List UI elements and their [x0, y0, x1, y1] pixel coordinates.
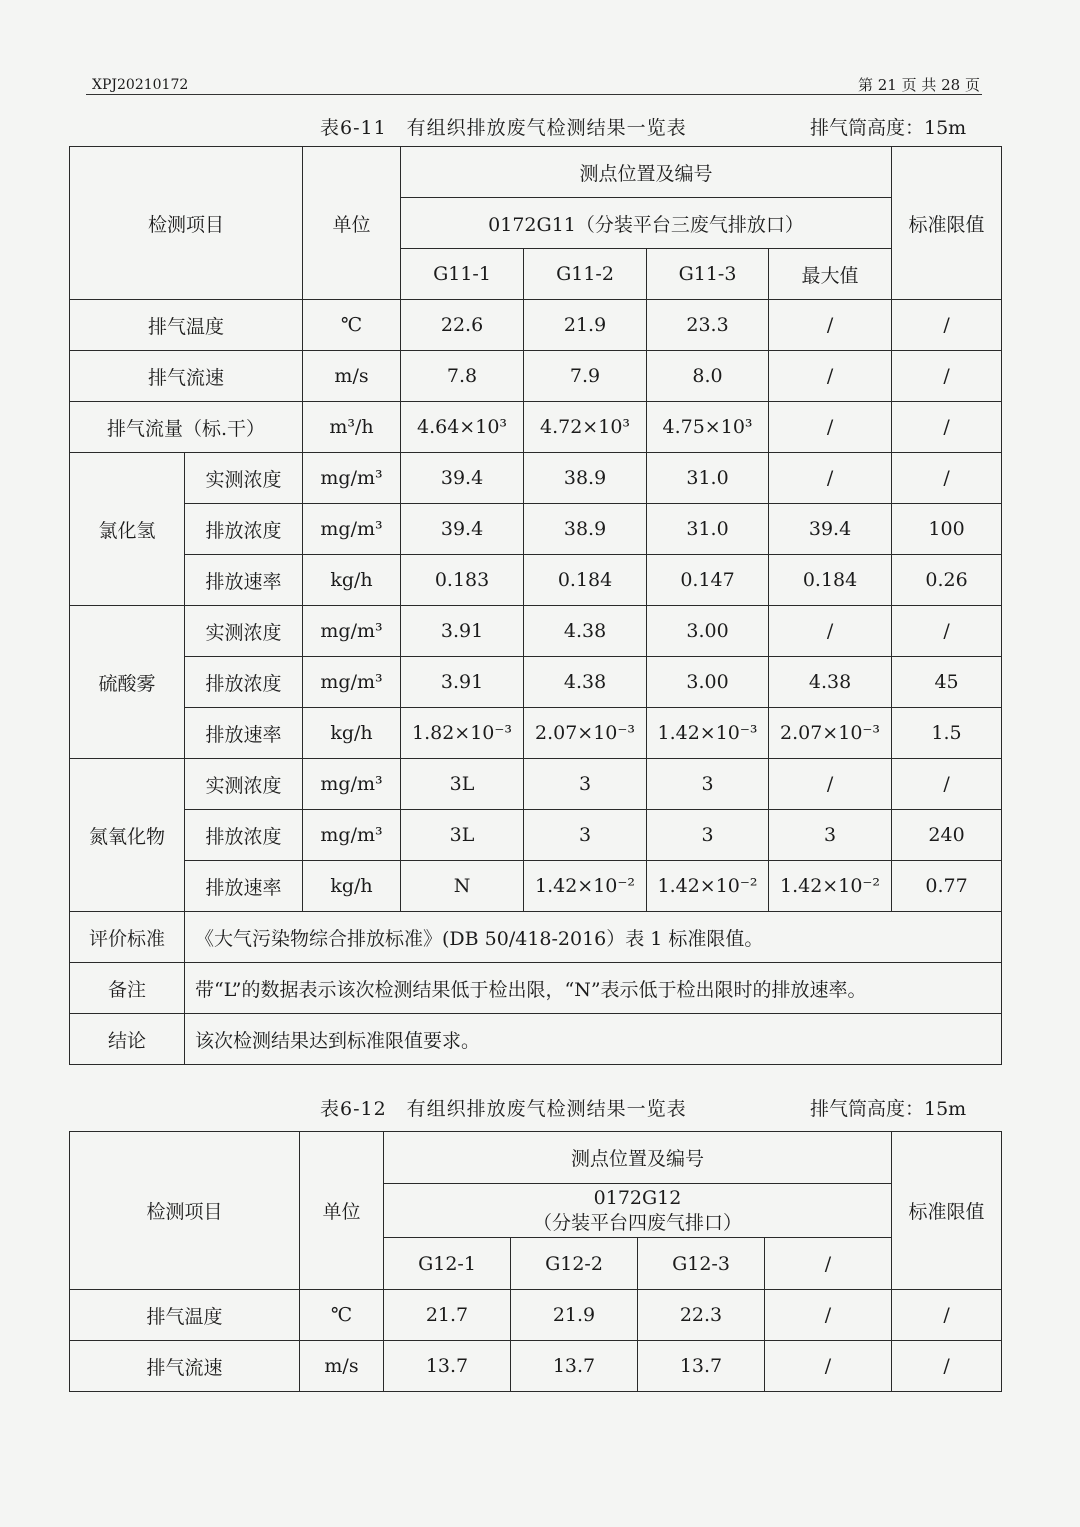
note-label: 结论: [70, 1014, 185, 1065]
item-name: 排气流速: [70, 1341, 300, 1392]
table-row: [70, 351, 1002, 402]
unit-cell: ℃: [300, 1290, 384, 1341]
item-name: 排气温度: [70, 300, 303, 351]
value-cell: /: [769, 453, 892, 504]
stack-height-note: 排气筒高度：15m: [810, 1098, 967, 1120]
value-cell: 7.8: [401, 351, 524, 402]
table-row: [70, 504, 1002, 555]
table-row: [70, 1290, 1002, 1341]
header-point: 最大值: [769, 249, 892, 300]
value-cell: 21.9: [524, 300, 647, 351]
unit-cell: mg/m³: [303, 657, 401, 708]
header-point: G11-1: [401, 249, 524, 300]
table-row: [70, 606, 1002, 657]
item-name: 排气流速: [70, 351, 303, 402]
header-point: /: [765, 1238, 892, 1290]
table-row: [70, 300, 1002, 351]
value-cell: 3: [524, 810, 647, 861]
table-row: [70, 912, 1002, 963]
table-row: [70, 810, 1002, 861]
header-point: G12-1: [384, 1238, 511, 1290]
header-test-item: 检测项目: [70, 1132, 300, 1290]
value-cell: 1.82×10⁻³: [401, 708, 524, 759]
value-cell: /: [769, 300, 892, 351]
table-caption: 表6-12 有组织排放废气检测结果一览表: [320, 1098, 687, 1120]
value-cell: 13.7: [384, 1341, 511, 1392]
item-name: 排气流量（标.干）: [70, 402, 303, 453]
value-cell: 31.0: [647, 504, 769, 555]
limit-cell: 0.26: [892, 555, 1002, 606]
limit-cell: /: [892, 606, 1002, 657]
unit-cell: mg/m³: [303, 453, 401, 504]
unit-cell: mg/m³: [303, 504, 401, 555]
value-cell: 21.9: [511, 1290, 638, 1341]
value-cell: 39.4: [769, 504, 892, 555]
table-row: [70, 1014, 1002, 1065]
value-cell: 0.183: [401, 555, 524, 606]
value-cell: 2.07×10⁻³: [769, 708, 892, 759]
value-cell: 3: [647, 810, 769, 861]
pollutant-name: 硫酸雾: [70, 606, 185, 759]
limit-cell: 240: [892, 810, 1002, 861]
item-name: 排放浓度: [185, 657, 303, 708]
value-cell: 23.3: [647, 300, 769, 351]
unit-cell: mg/m³: [303, 606, 401, 657]
header-location: [384, 1184, 892, 1238]
value-cell: 1.42×10⁻³: [647, 708, 769, 759]
header-test-item: 检测项目: [70, 147, 303, 300]
unit-cell: m³/h: [303, 402, 401, 453]
value-cell: 1.42×10⁻²: [647, 861, 769, 912]
value-cell: 3: [769, 810, 892, 861]
value-cell: 3: [524, 759, 647, 810]
table-row: [70, 402, 1002, 453]
header-unit: 单位: [300, 1132, 384, 1290]
item-name: 排放浓度: [185, 810, 303, 861]
value-cell: 38.9: [524, 453, 647, 504]
table-row: [70, 861, 1002, 912]
header-point: G12-2: [511, 1238, 638, 1290]
value-cell: /: [765, 1290, 892, 1341]
unit-cell: m/s: [300, 1341, 384, 1392]
limit-cell: /: [892, 453, 1002, 504]
value-cell: /: [769, 351, 892, 402]
value-cell: /: [769, 402, 892, 453]
table-caption: 表6-11 有组织排放废气检测结果一览表: [320, 117, 687, 139]
item-name: 实测浓度: [185, 759, 303, 810]
item-name: 排放速率: [185, 555, 303, 606]
limit-cell: /: [892, 1341, 1002, 1392]
value-cell: 3.91: [401, 606, 524, 657]
value-cell: 3L: [401, 810, 524, 861]
value-cell: 0.184: [524, 555, 647, 606]
value-cell: N: [401, 861, 524, 912]
unit-cell: ℃: [303, 300, 401, 351]
header-measure-points: 测点位置及编号: [384, 1132, 892, 1184]
value-cell: 0.147: [647, 555, 769, 606]
value-cell: 0.184: [769, 555, 892, 606]
stack-height-note: 排气筒高度：15m: [810, 117, 967, 139]
limit-cell: /: [892, 402, 1002, 453]
limit-cell: 0.77: [892, 861, 1002, 912]
value-cell: 3.00: [647, 606, 769, 657]
value-cell: 1.42×10⁻²: [769, 861, 892, 912]
value-cell: 39.4: [401, 504, 524, 555]
results-table-6-12: [69, 1131, 1002, 1392]
value-cell: 4.64×10³: [401, 402, 524, 453]
value-cell: 22.3: [638, 1290, 765, 1341]
value-cell: 3: [647, 759, 769, 810]
limit-cell: 45: [892, 657, 1002, 708]
table-row: [70, 657, 1002, 708]
header-point: G11-3: [647, 249, 769, 300]
value-cell: 3.00: [647, 657, 769, 708]
value-cell: /: [769, 606, 892, 657]
item-name: 排气温度: [70, 1290, 300, 1341]
item-name: 排放浓度: [185, 504, 303, 555]
table-row: [70, 555, 1002, 606]
value-cell: 4.38: [524, 606, 647, 657]
limit-cell: /: [892, 759, 1002, 810]
value-cell: 4.38: [769, 657, 892, 708]
header-point: G11-2: [524, 249, 647, 300]
table-row: [70, 1341, 1002, 1392]
pollutant-name: 氯化氢: [70, 453, 185, 606]
table-row: [70, 453, 1002, 504]
value-cell: /: [769, 759, 892, 810]
value-cell: 2.07×10⁻³: [524, 708, 647, 759]
unit-cell: kg/h: [303, 861, 401, 912]
header-location: 0172G11（分装平台三废气排放口）: [401, 198, 892, 249]
unit-cell: kg/h: [303, 708, 401, 759]
note-label: 评价标准: [70, 912, 185, 963]
header-measure-points: 测点位置及编号: [401, 147, 892, 198]
table-row: [70, 708, 1002, 759]
value-cell: 38.9: [524, 504, 647, 555]
value-cell: 22.6: [401, 300, 524, 351]
value-cell: 8.0: [647, 351, 769, 402]
limit-cell: 100: [892, 504, 1002, 555]
location-code: 0172G12: [593, 1186, 682, 1209]
value-cell: /: [765, 1341, 892, 1392]
unit-cell: m/s: [303, 351, 401, 402]
unit-cell: mg/m³: [303, 810, 401, 861]
results-table-6-11: [69, 146, 1002, 1065]
remark-text: 带“L”的数据表示该次检测结果低于检出限，“N”表示低于检出限时的排放速率。: [185, 963, 1002, 1014]
limit-cell: 1.5: [892, 708, 1002, 759]
unit-cell: kg/h: [303, 555, 401, 606]
item-name: 实测浓度: [185, 453, 303, 504]
table-row: [70, 759, 1002, 810]
header-unit: 单位: [303, 147, 401, 300]
value-cell: 4.72×10³: [524, 402, 647, 453]
value-cell: 4.75×10³: [647, 402, 769, 453]
page-info: 第 21 页 共 28 页: [857, 76, 980, 94]
value-cell: 13.7: [638, 1341, 765, 1392]
table-row: [70, 963, 1002, 1014]
pollutant-name: 氮氧化物: [70, 759, 185, 912]
location-description: （分装平台四废气排口）: [533, 1211, 743, 1234]
value-cell: 21.7: [384, 1290, 511, 1341]
limit-cell: /: [892, 300, 1002, 351]
limit-cell: /: [892, 1290, 1002, 1341]
value-cell: 39.4: [401, 453, 524, 504]
item-name: 排放速率: [185, 861, 303, 912]
value-cell: 3L: [401, 759, 524, 810]
value-cell: 31.0: [647, 453, 769, 504]
header-rule: [86, 94, 982, 95]
limit-cell: /: [892, 351, 1002, 402]
value-cell: 7.9: [524, 351, 647, 402]
item-name: 排放速率: [185, 708, 303, 759]
header-standard-limit: 标准限值: [892, 1132, 1002, 1290]
note-label: 备注: [70, 963, 185, 1014]
header-point: G12-3: [638, 1238, 765, 1290]
doc-number: XPJ20210172: [92, 77, 189, 93]
header-standard-limit: 标准限值: [892, 147, 1002, 300]
value-cell: 4.38: [524, 657, 647, 708]
value-cell: 1.42×10⁻²: [524, 861, 647, 912]
evaluation-standard-text: 《大气污染物综合排放标准》(DB 50/418-2016）表 1 标准限值。: [185, 912, 1002, 963]
conclusion-text: 该次检测结果达到标准限值要求。: [185, 1014, 1002, 1065]
value-cell: 3.91: [401, 657, 524, 708]
value-cell: 13.7: [511, 1341, 638, 1392]
item-name: 实测浓度: [185, 606, 303, 657]
unit-cell: mg/m³: [303, 759, 401, 810]
